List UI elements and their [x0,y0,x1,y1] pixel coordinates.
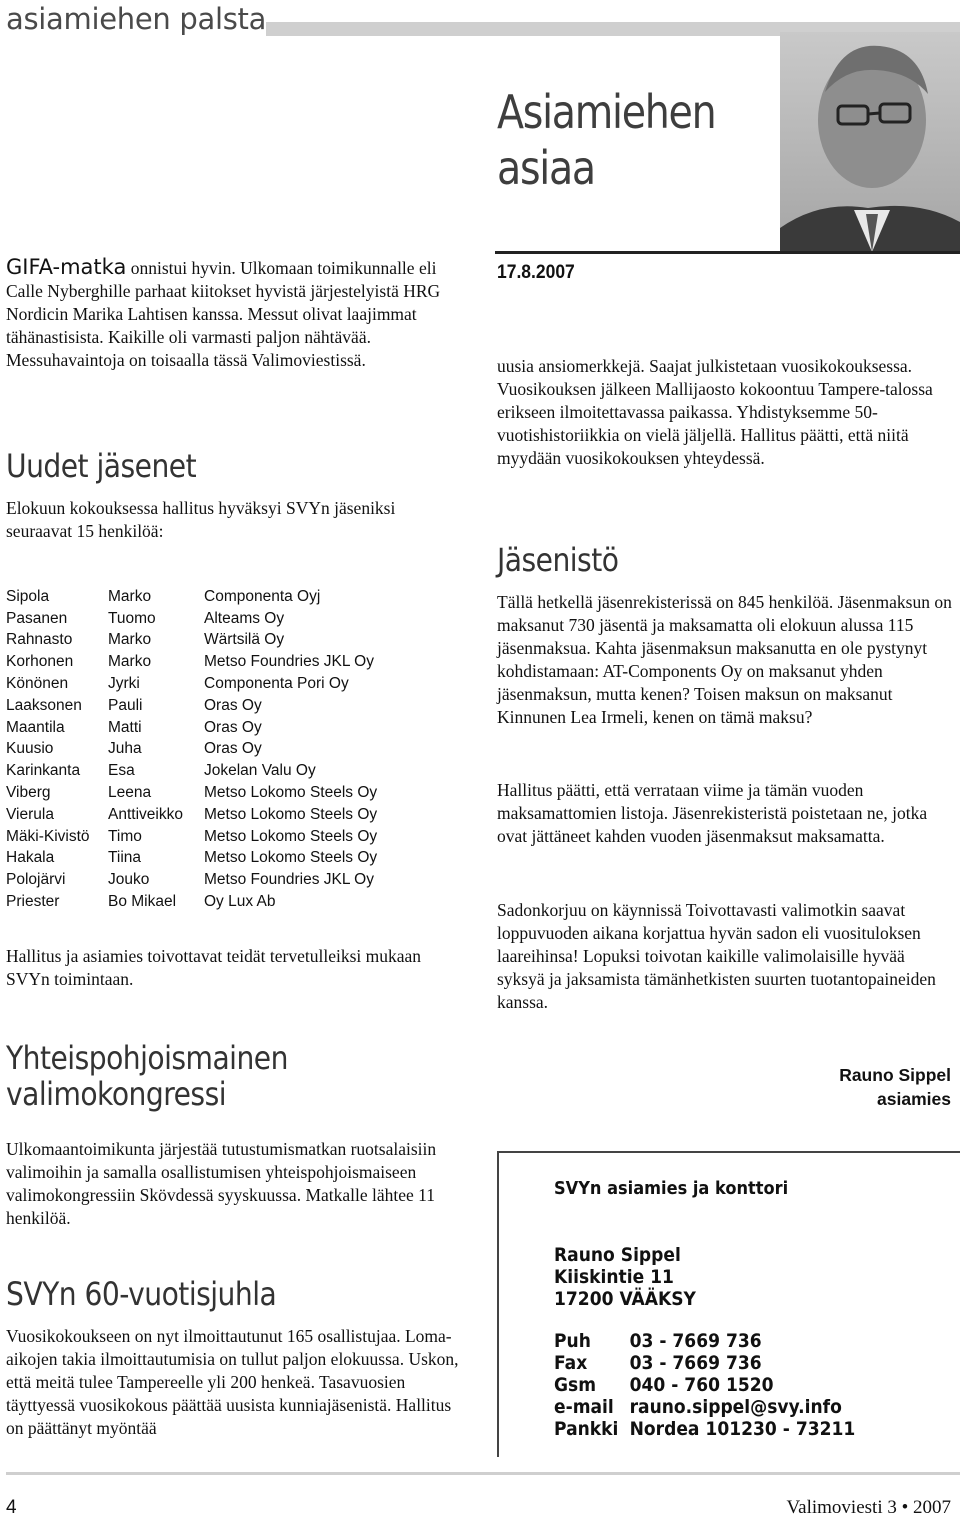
contact-row [554,1374,855,1396]
member-surname: Priester [6,893,60,911]
table-row [6,695,377,717]
member-firstname: Jyrki [108,675,140,693]
contact-label: Pankki [554,1418,619,1440]
table-row [6,608,377,630]
signature-role: asiamies [877,1089,951,1109]
page-title [497,84,738,196]
membership-paragraph-3: Sadonkorjuu on käynnissä Toivottavasti valimotkin saavat loppuvuoden aikana korjattua hyvän sadon eli vuosituloksen laareihinsa! Lopuksi toivotan kaikille valimolaisille hyvää syksyä ja jaksamista tämänhetkisten suurten tuotantopaineiden kanssa. [497,900,936,1012]
member-firstname: Matti [108,718,142,736]
new-members-table-body [6,586,377,913]
member-surname: Hakala [6,849,55,867]
congress-heading-line-1: Yhteispohjoismainen [6,1039,288,1077]
contact-value: 03 - 7669 736 [629,1352,762,1374]
contact-row [554,1396,855,1418]
member-firstname: Leena [108,784,152,802]
member-firstname: Bo Mikael [108,893,177,911]
member-surname: Karinkanta [6,762,81,780]
member-surname: Könönen [6,675,69,693]
contact-label: Puh [554,1330,591,1352]
member-firstname: Timo [108,827,142,845]
contact-postal: 17200 VÄÄKSY [554,1288,696,1310]
new-members-intro: Elokuun kokouksessa hallitus hyväksyi SVYn jäseniksi seuraavat 15 henkilöä: [6,498,396,541]
member-surname: Vierula [6,805,54,823]
table-row [6,760,377,782]
member-firstname: Esa [108,762,135,780]
article-date: 17.8.2007 [497,262,575,283]
member-company: Componenta Oyj [204,587,321,605]
member-company: Jokelan Valu Oy [204,762,316,780]
signature [839,1063,951,1111]
contact-details-body [554,1330,855,1440]
signature-name: Rauno Sippel [839,1065,951,1085]
table-row [6,826,377,848]
contact-value: 03 - 7669 736 [629,1330,762,1352]
congress-heading [6,1040,288,1112]
page-title-line-1: Asiamiehen [497,85,716,139]
contact-name: Rauno Sippel [554,1244,681,1266]
member-firstname: Marko [108,587,152,605]
member-company: Metso Lokomo Steels Oy [204,849,378,867]
member-surname: Kuusio [6,740,54,758]
member-company: Metso Lokomo Steels Oy [204,827,378,845]
contact-label: Gsm [554,1374,597,1396]
congress-body: Ulkomaantoimikunta järjestää tutustumismatkan ruotsalaisiin valimoihin ja samalla osallistumisen yhteispohjoismaiseen valimokongressiin Skövdessä syyskuussa. Matkalle lähtee 11 henkilöä. [6,1139,437,1228]
member-firstname: Marko [108,631,152,649]
member-surname: Maantila [6,718,65,736]
anniversary-heading: SVYn 60-vuotisjuhla [6,1275,277,1313]
new-members-table [6,586,377,913]
contact-value: rauno.sippel@svy.info [629,1396,842,1418]
section-label: asiamiehen palsta [6,2,267,36]
member-surname: Viberg [6,784,51,802]
anniversary-body: Vuosikokoukseen on nyt ilmoittautunut 165 osallistujaa. Loma-aikojen takia ilmoittautumisia on tullut paljon elokuussa. Uskon, että meitä tulee Tampereelle yli 200 henkeä. Tasavuosien täyttyessä vuosikokous päättää uusista kunniajäsenistä. Hallitus on päättänyt myöntää [6,1326,459,1438]
contact-row [554,1352,855,1374]
member-company: Oy Lux Ab [204,893,276,911]
intro-body: onnistui hyvin. Ulkomaan toimikunnalle eli Calle Nyberghille parhaat kiitokset hyvistä järjestelyistä HRG Nordicin Marika Lahtisen kanssa. Messut olivat laajimmat tähänastisista. Kaikille oli varmasti paljon nähtävää. Messuhavaintoja on toisaalla tässä Valimoviestissä. [6,258,441,370]
table-row [6,782,377,804]
membership-heading: Jäsenistö [497,541,619,579]
member-surname: Laaksonen [6,696,82,714]
member-company: Oras Oy [204,740,262,758]
contact-address [554,1244,696,1310]
table-row [6,717,377,739]
member-firstname: Marko [108,653,152,671]
table-row [6,804,377,826]
member-firstname: Pauli [108,696,143,714]
member-firstname: Jouko [108,871,150,889]
new-members-outro: Hallitus ja asiamies toivottavat teidät tervetulleiksi mukaan SVYn toimintaan. [6,946,422,989]
publication-issue: Valimoviesti 3 • 2007 [786,1497,951,1518]
new-members-heading: Uudet jäsenet [6,447,197,485]
member-company: Metso Lokomo Steels Oy [204,784,378,802]
member-company: Oras Oy [204,718,262,736]
table-row [6,673,377,695]
right-intro-paragraph: uusia ansiomerkkejä. Saajat julkistetaan vuosikokouksessa. Vuosikouksen jälkeen Mallijaosto kokoontuu Tampere-talossa erikseen ilmoitettavassa paikassa. Yhdistyksemme 50-vuotishistoriikkia on vielä jäljellä. Hallitus päätti, että niitä myydään vuosikokouksen yhteydessä. [497,356,933,468]
contact-value: 040 - 760 1520 [629,1374,774,1396]
member-surname: Sipola [6,587,50,605]
member-company: Oras Oy [204,696,262,714]
table-row [6,586,377,608]
date-rule [495,251,960,254]
author-portrait-photo [780,32,960,252]
contact-details-table [554,1330,855,1440]
table-row [6,869,377,891]
member-firstname: Tiina [108,849,142,867]
page-number: 4 [6,1497,17,1518]
member-surname: Korhonen [6,653,74,671]
table-row [6,848,377,870]
membership-paragraph-1: Tällä hetkellä jäsenrekisterissä on 845 henkilöä. Jäsenmaksun on maksanut 730 jäsentä ja maksamatta oli elokuun alussa 115 jäsenmaksua. Kahta jäsenmaksun maksanutta en ole pystynyt kohdistamaan: AT-Components Oy on maksanut yhden jäsenmaksun, mutta kenen? Toisen maksun on maksanut Kinnunen Lea Irmeli, kenen on tämä maksu? [497,592,952,727]
table-row [6,651,377,673]
member-surname: Rahnasto [6,631,73,649]
member-firstname: Anttiveikko [108,805,183,823]
member-company: Metso Lokomo Steels Oy [204,805,378,823]
member-company: Componenta Pori Oy [204,675,349,693]
member-surname: Mäki-Kivistö [6,827,90,845]
member-firstname: Juha [108,740,142,758]
membership-paragraph-2: Hallitus päätti, että verrataan viime ja tämän vuoden maksamattomien listoja. Jäsenrekisteristä poistetaan ne, jotka ovat jättäneet kahden vuoden jäsenmaksut maksamatta. [497,780,928,846]
member-company: Wärtsilä Oy [204,631,285,649]
table-row [6,891,377,913]
congress-heading-line-2: valimokongressi [6,1075,227,1113]
contact-label: Fax [554,1352,588,1374]
member-firstname: Tuomo [108,609,156,627]
member-company: Metso Foundries JKL Oy [204,871,374,889]
contact-label: e-mail [554,1396,614,1418]
table-row [6,630,377,652]
member-company: Metso Foundries JKL Oy [204,653,374,671]
contact-row [554,1418,855,1440]
member-surname: Pasanen [6,609,68,627]
contact-value: Nordea 101230 - 73211 [629,1418,856,1440]
intro-paragraph [6,256,461,372]
footer-rule [6,1472,960,1475]
contact-street: Kiiskintie 11 [554,1266,674,1288]
contact-box-title: SVYn asiamies ja konttori [554,1178,789,1199]
table-row [6,739,377,761]
intro-lead: GIFA-matka [6,255,127,279]
page-title-line-2: asiaa [497,141,595,195]
member-surname: Polojärvi [6,871,66,889]
member-company: Alteams Oy [204,609,285,627]
contact-row [554,1330,855,1352]
